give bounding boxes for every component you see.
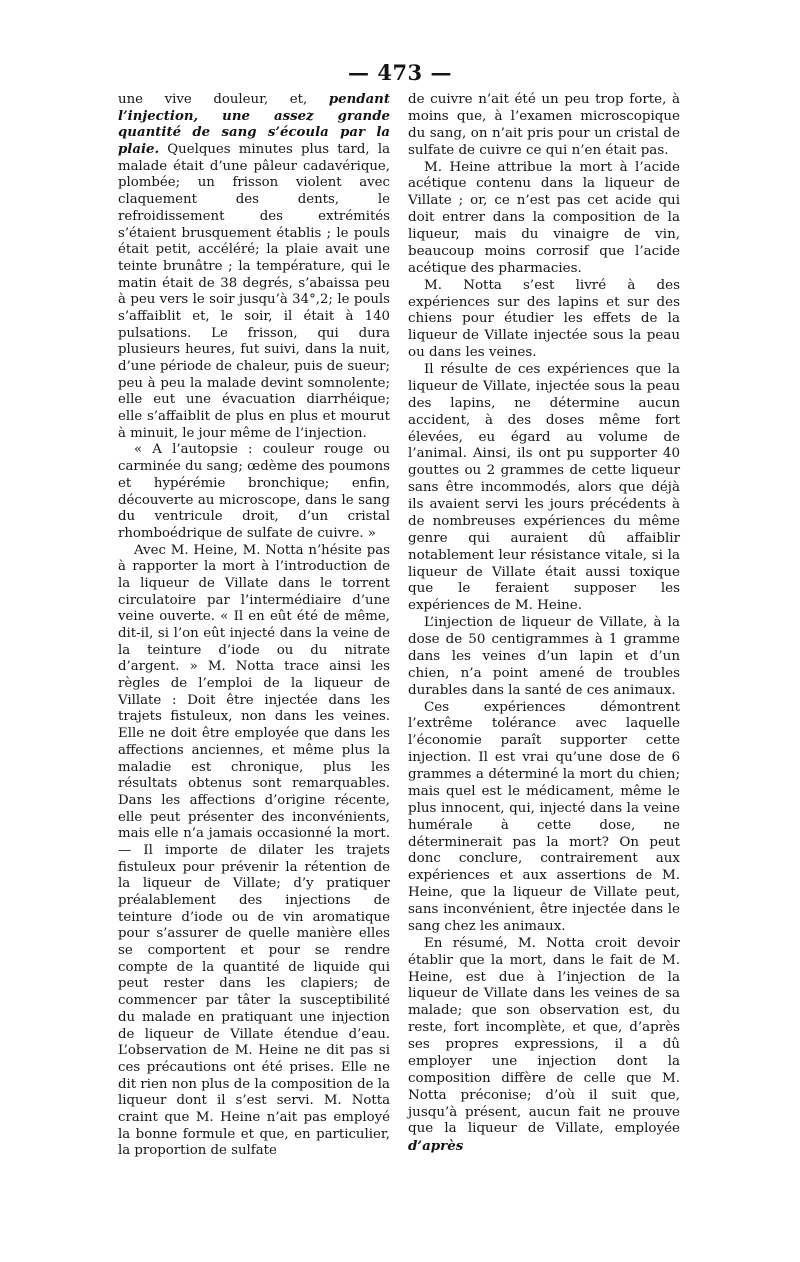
right-p7-text: En résumé, M. Notta croit devoir établir que la mort, dans le fait de M. Heine, est due à l’injection de la liqueur de Villate dans les veines de sa malade; que son observation est, du reste, fort incomplète, et que, d’après ses propres expressions, il a dû employer une injection dont la composition diffère de celle que M. Notta préconise; d’où il suit que, jusqu’à présent, aucun fait ne prouve que la liqueur de Villate, employée [408, 935, 680, 1137]
right-paragraph-4: Il résulte de ces expériences que la liqueur de Villate, injectée sous la peau des lapins, ne détermine aucun accident, à des doses même fort élevées, eu égard au volume de l’animal. Ainsi, ils ont pu supporter 40 gouttes ou 2 grammes de cette liqueur sans être incommodés, alors que déjà ils avaient servi les jours précédents à de nombreuses expériences du même genre qui auraient dû affaiblir notablement leur résistance vitale, si la liqueur de Villate était aussi toxique que le feraient supposer les expériences de M. Heine. [408, 362, 680, 614]
right-column [408, 92, 680, 1156]
right-p7-italic-word: d’après [408, 1138, 464, 1155]
left-column [118, 92, 390, 1160]
left-paragraph-2: « A l’autopsie : couleur rouge ou carminée du sang; œdème des poumons et hypérémie bronchique; enfin, découverte au microscope, dans le sang du ventricule droit, d’un cristal rhomboédrique de sulfate de cuivre. » [118, 442, 390, 541]
left-p1-italic-phrase: pendant l’injection, une assez grande quantité de sang s’écoula par la plaie. [118, 92, 390, 158]
right-paragraph-1: de cuivre n’ait été un peu trop forte, à moins que, à l’examen microscopique du sang, on n’ait pris pour un cristal de sulfate de cuivre ce qui n’en était pas. [408, 92, 680, 158]
right-paragraph-2: M. Heine attribue la mort à l’acide acétique contenu dans la liqueur de Villate ; or, ce n’est pas cet acide qui doit entrer dans la composition de la liqueur, mais du vinaigre de vin, beaucoup moins corrosif que l’acide acétique des pharmacies. [408, 159, 680, 276]
right-paragraph-7 [408, 936, 680, 1156]
right-paragraph-5: L’injection de liqueur de Villate, à la dose de 50 centigrammes à 1 gramme dans les veines d’un lapin et d’un chien, n’a point amené de troubles durables dans la santé de ces animaux. [408, 615, 680, 698]
right-paragraph-6: Ces expériences démontrent l’extrême tolérance avec laquelle l’économie paraît supporter cette injection. Il est vrai qu’une dose de 6 grammes a déterminé la mort du chien; mais quel est le médicament, même le plus innocent, qui, injecté dans la veine humérale à cette dose, ne déterminerait pas la mort? On peut donc conclure, contrairement aux expériences et aux assertions de M. Heine, que la liqueur de Villate peut, sans inconvénient, être injectée dans le sang chez les animaux. [408, 699, 680, 934]
left-p1-rest: Quelques minutes plus tard, la malade était d’une pâleur cadavérique, plombée; un frisson violent avec claquement des dents, le refroidissement des extrémités s’étaient brusquement établis ; le pouls était petit, accéléré; la plaie avait une teinte brunâtre ; la température, qui le matin était de 38 degrés, s’abaissa peu à peu vers le soir jusqu’à 34°,2; le pouls s’affaiblit et, le soir, il était à 140 pulsations. Le frisson, qui dura plusieurs heures, fut suivi, dans la nuit, d’une période de chaleur, puis de sueur; peu à peu la malade devint somnolente; elle eut une évacuation diarrhéique; elle s’affaiblit de plus en plus et mourut à minuit, le jour même de l’injection. [118, 142, 390, 441]
left-paragraph-1 [118, 92, 390, 442]
page-number: — 473 — [348, 60, 452, 85]
left-p1-start: une vive douleur, et, [118, 92, 329, 107]
right-paragraph-3: M. Notta s’est livré à des expériences sur des lapins et sur des chiens pour étudier les effets de la liqueur de Villate injectée sous la peau ou dans les veines. [408, 277, 680, 361]
left-paragraph-3: Avec M. Heine, M. Notta n’hésite pas à rapporter la mort à l’introduction de la liqueur de Villate dans le torrent circulatoire par l’intermédiaire d’une veine ouverte. « Il en eût été de même, dit-il, si l’on eût injecté dans la veine de la teinture d’iode ou du nitrate d’argent. » M. Notta trace ainsi les règles de l’emploi de la liqueur de Villate : Doit être injectée dans les trajets fistuleux, non dans les veines. Elle ne doit être employée que dans les affections anciennes, et même plus la maladie est chronique, plus les résultats obtenus sont remarquables. Dans les affections d’origine récente, elle peut présenter des inconvénients, mais elle n’a jamais occasionné la mort. — Il importe de dilater les trajets fistuleux pour prévenir la rétention de la liqueur de Villate; d’y pratiquer préalablement des injections de teinture d’iode ou de vin aromatique pour s’assurer de quelle manière elles se comportent et pour se rendre compte de la quantité de liquide qui peut rester dans les clapiers; de commencer par tâter la susceptibilité du malade en pratiquant une injection de liqueur de Villate étendue d’eau. L’observation de M. Heine ne dit pas si ces précautions ont été prises. Elle ne dit rien non plus de la composition de la liqueur dont il s’est servi. M. Notta craint que M. Heine n’ait pas employé la bonne formule et que, en particulier, la proportion de sulfate [118, 542, 390, 1159]
